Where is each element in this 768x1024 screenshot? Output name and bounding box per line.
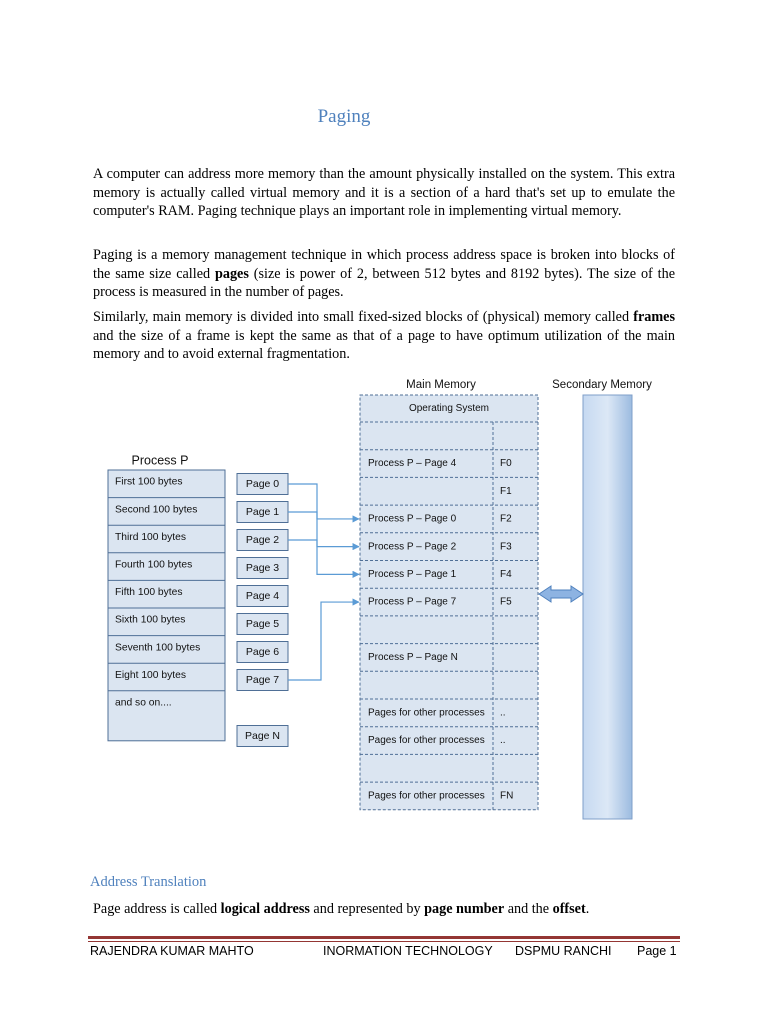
memory-row-label: Pages for other processes — [368, 707, 485, 719]
line-text: and the — [504, 901, 553, 917]
page-box-label: Page 1 — [245, 505, 280, 518]
memory-row-label: Process P – Page 2 — [368, 541, 457, 553]
page-mapping-arrow — [288, 540, 359, 547]
section-heading-address-translation: Address Translation — [90, 874, 207, 890]
page-box-label: Page 5 — [245, 617, 280, 630]
frame-label: FN — [500, 790, 514, 802]
process-row-label: Fifth 100 bytes — [115, 587, 183, 599]
page-mapping-arrow — [288, 602, 359, 680]
page-box-label: Page 7 — [245, 673, 280, 686]
page-mapping-arrow — [288, 484, 359, 519]
process-row-label: and so on.... — [115, 697, 172, 709]
page-box-label: Page 2 — [245, 533, 280, 546]
bold-term-frames: frames — [633, 309, 675, 325]
main-memory-title: Main Memory — [406, 379, 476, 392]
frame-label: F2 — [500, 513, 512, 525]
bold-term-pages: pages — [214, 265, 249, 282]
footer-page-number: Page 1 — [637, 944, 677, 958]
footer-rule — [88, 936, 680, 939]
memory-row-label: Pages for other processes — [368, 735, 485, 747]
paragraph-intro: A computer can address more memory than the amount physically installed on the system. This extra memory is actually called virtual memory and it is a section of a hard that's set up to emulate the computer's RAM. Paging technique plays an important role in implementing virtual memory. — [93, 166, 675, 219]
page-n-label: Page N — [244, 729, 281, 742]
frame-label: F3 — [500, 541, 512, 553]
bold-term-logical-address: logical address — [220, 901, 310, 917]
process-row-label: Eight 100 bytes — [115, 669, 186, 681]
footer-department: INORMATION TECHNOLOGY — [323, 944, 493, 958]
bidirectional-arrow — [539, 586, 583, 602]
paragraph-frames — [93, 308, 675, 364]
memory-row-label: Process P – Page 0 — [368, 513, 457, 525]
frame-label: .. — [500, 707, 506, 719]
page-box-label: Page 4 — [245, 589, 280, 602]
line-text: and represented by — [309, 901, 425, 917]
process-row-label: Third 100 bytes — [115, 531, 186, 543]
page-box-label: Page 6 — [245, 645, 280, 658]
bold-term-offset: offset — [552, 901, 586, 917]
memory-row-label: Process P – Page N — [368, 652, 458, 664]
page-title: Paging — [317, 106, 371, 127]
page-box-label: Page 3 — [245, 561, 280, 574]
frame-label: .. — [500, 735, 506, 747]
frame-label: F1 — [500, 485, 512, 497]
operating-system-label: Operating System — [408, 403, 490, 415]
paging-diagram — [0, 370, 768, 830]
memory-row-label: Pages for other processes — [368, 790, 485, 802]
process-row-label: Fourth 100 bytes — [115, 559, 193, 571]
page-box-label: Page 0 — [245, 477, 280, 490]
memory-row-label: Process P – Page 4 — [368, 458, 457, 470]
process-row-label: First 100 bytes — [115, 476, 183, 488]
line-text: . — [585, 901, 590, 917]
paragraph-text: Paging is a memory management technique in which process address space is broken into blocks of the same size called — [93, 247, 675, 282]
page-mapping-arrow — [288, 512, 359, 574]
process-row-label: Seventh 100 bytes — [115, 642, 201, 654]
memory-row-label: Process P – Page 7 — [368, 596, 457, 608]
process-row-label: Sixth 100 bytes — [115, 614, 186, 626]
frame-label: F4 — [500, 568, 512, 580]
paragraph-text: and the size of a frame is kept the same as that of a page to have optimum utilization of the main memory and to avoid external fragmentation. — [93, 327, 675, 362]
bold-term-page-number: page number — [424, 901, 505, 917]
footer-author: RAJENDRA KUMAR MAHTO — [90, 944, 254, 958]
paragraph-paging — [93, 246, 675, 302]
process-row-label: Second 100 bytes — [115, 504, 198, 516]
memory-row-label: Process P – Page 1 — [368, 568, 457, 580]
frame-label: F5 — [500, 596, 512, 608]
address-translation-line — [93, 901, 589, 918]
line-text: Page address is called — [93, 901, 221, 917]
paragraph-text: Similarly, main memory is divided into small fixed-sized blocks of (physical) memory called — [93, 309, 634, 325]
footer-institution: DSPMU RANCHI — [515, 944, 612, 958]
process-p-title: Process P — [131, 453, 189, 468]
paragraph-text: (size is power of 2, between 512 bytes and 8192 bytes). The size of the process is measured in the number of pages. — [93, 265, 675, 300]
footer-rule-thin — [88, 941, 680, 942]
frame-label: F0 — [500, 458, 512, 470]
secondary-memory-title: Secondary Memory — [552, 379, 652, 392]
secondary-memory-box — [583, 395, 632, 819]
